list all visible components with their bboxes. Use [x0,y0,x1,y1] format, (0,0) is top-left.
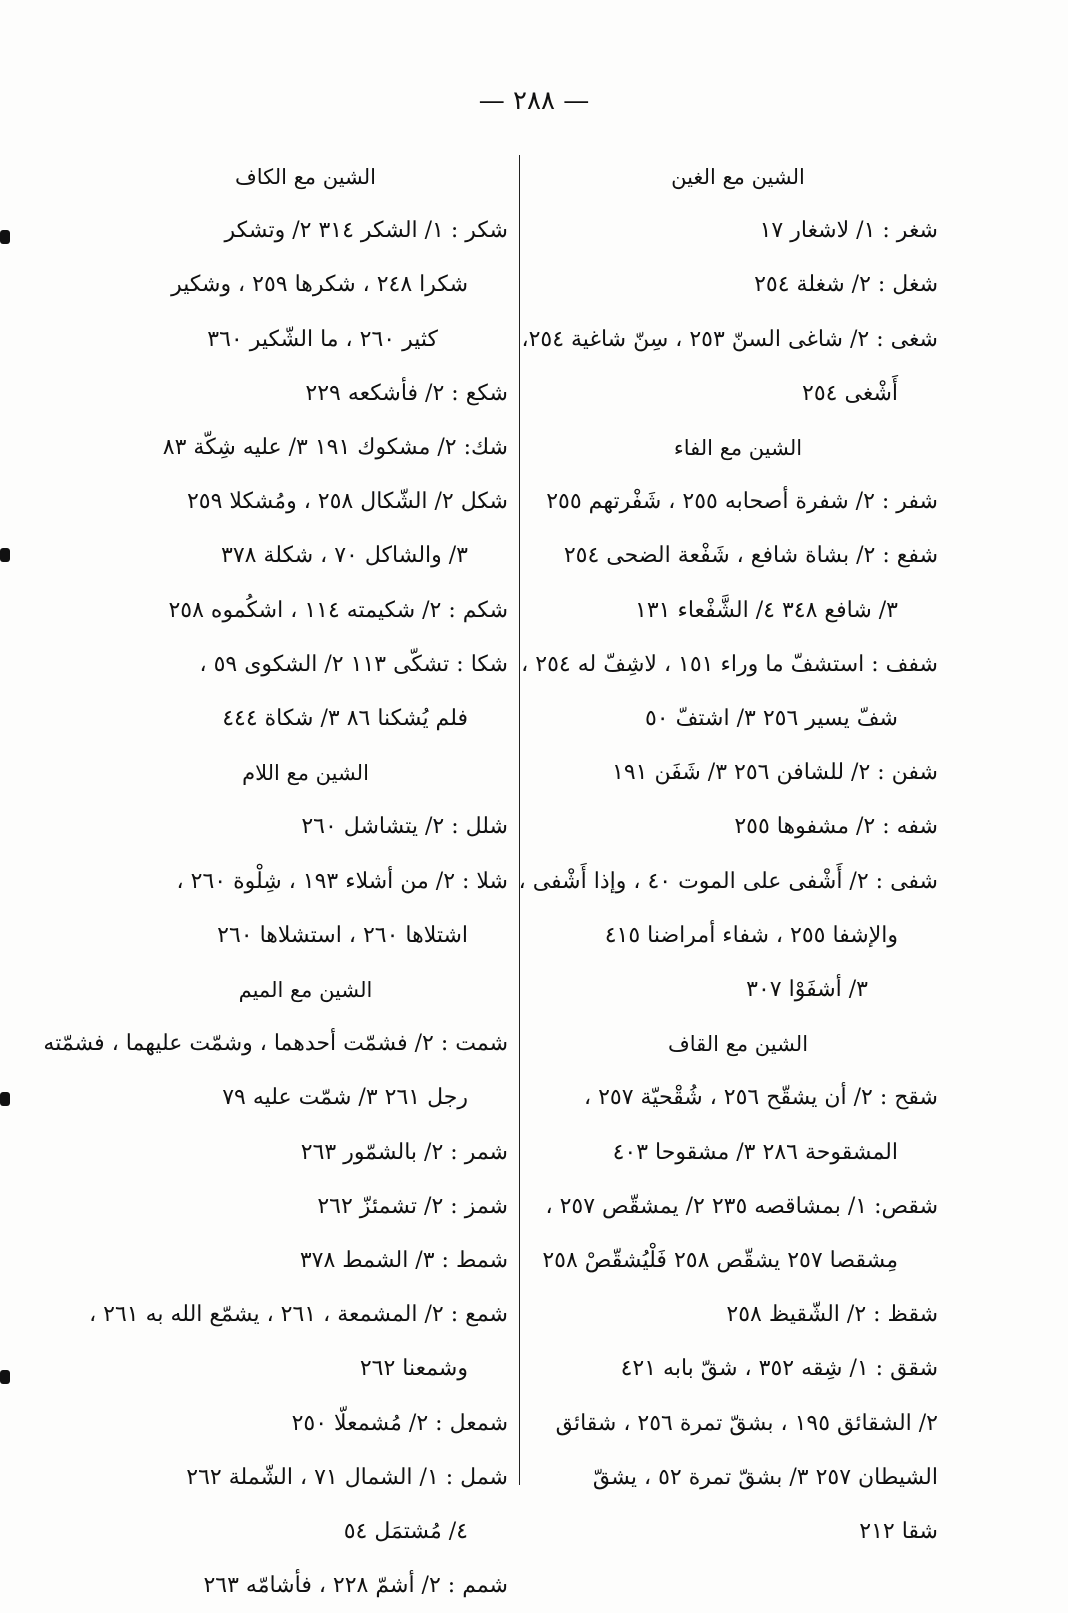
index-entry: ٣/ والشاكل ٧٠ ، شكلة ٣٧٨ [221,543,468,569]
index-entry: شك: ٢/ مشكوك ١٩١ ٣/ عليه شِكّة ٨٣ [162,435,508,461]
index-entry: شمع : ٢/ المشمعة ، ٢٦١ ، يشمّع الله به ٢٦١ ، [89,1302,508,1328]
index-entry: شفن : ٢/ للشافن ٢٥٦ ٣/ شَفَن ١٩١ [612,760,938,786]
index-entry: ٣/ شافع ٣٤٨ ٤/ الشَّفْعاء ١٣١ [635,597,898,623]
index-entry: المشقوحة ٢٨٦ ٣/ مشقوحا ٤٠٣ [612,1139,898,1165]
index-entry: شفّ يسير ٢٥٦ ٣/ اشتفّ ٥٠ [644,706,898,732]
index-entry: شغر : ١/ لاشغار ١٧ [759,218,938,244]
index-entry: ٢/ الشقائق ١٩٥ ، بشقّ تمرة ٢٥٦ ، شقائق [555,1410,938,1436]
margin-mark [0,548,10,562]
index-entry: أَشْغى ٢٥٤ [802,380,898,406]
index-entry: وشمعنا ٢٦٢ [359,1356,468,1382]
index-entry: شكع : ٢/ فأشكعه ٢٢٩ [305,380,508,406]
index-entry: شقق : ١/ شِقه ٣٥٢ ، شقّ بابه ٤٢١ [620,1356,938,1382]
margin-mark [0,1092,10,1106]
index-entry: شلل : ٢/ يتشاشل ٢٦٠ [301,814,508,840]
index-entry: فلم يُشكنا ٨٦ ٣/ شكاة ٤٤٤ [222,706,468,732]
index-entry: شقص: ١/ بمشاقصه ٢٣٥ ٢/ يمشقّص ٢٥٧ ، [545,1193,938,1219]
index-entry: شمعل : ٢/ مُشمعلّا ٢٥٠ [291,1410,508,1436]
index-entry: مِشقصا ٢٥٧ يشقّص ٢٥٨ فَلْيُشقّصْ ٢٥٨ [542,1248,898,1274]
section-title: الشين مع الميم [238,978,373,1003]
index-entry: شكا : تشكّى ١١٣ ٢/ الشكوى ٥٩ ، [199,651,508,677]
index-entry: شمز : ٢/ تشمئزّ ٢٦٢ [317,1193,508,1219]
index-entry: شفه : ٢/ مشفوها ٢٥٥ [734,814,938,840]
section-title: الشين مع اللام [242,761,369,786]
index-entry: شفر : ٢/ شفرة أصحابه ٢٥٥ ، شَفْرتهم ٢٥٥ [546,489,938,515]
index-entry: شكرا ٢٤٨ ، شكرها ٢٥٩ ، وشكير [171,272,468,298]
index-entry: شفف : استشفّ ما وراء ١٥١ ، لاشِفّ له ٢٥٤ ، [521,651,938,677]
margin-mark [0,1370,10,1384]
index-entry: شمم : ٢/ أشمّ ٢٢٨ ، فأشامّه ٢٦٣ [203,1573,508,1599]
index-entry: شكر : ١/ الشكر ٣١٤ ٢/ وتشكر [224,218,508,244]
index-entry: والإشفا ٢٥٥ ، شفاء أمراضنا ٤١٥ [604,922,898,948]
index-entry: شقا ٢١٢ [859,1519,938,1545]
index-entry: الشيطان ٢٥٧ ٣/ بشقّ تمرة ٥٢ ، يشقّ [592,1464,938,1490]
column-divider [519,155,520,1485]
index-entry: شفى : ٢/ أَشْفى على الموت ٤٠ ، وإذا أَشْفى ، [518,868,938,894]
section-title: الشين مع الكاف [234,165,377,189]
index-entry: كثير ٢٦٠ ، ما الشّكير ٣٦٠ [207,326,438,352]
index-entry: اشتلاها ٢٦٠ ، استشلاها ٢٦٠ [217,922,468,948]
index-entry: شغل : ٢/ شغلة ٢٥٤ [754,272,938,298]
index-entry: شكم : ٢/ شكيمته ١١٤ ، اشكُموه ٢٥٨ [168,597,508,623]
index-entry: شلا : ٢/ من أشلاء ١٩٣ ، شِلْوة ٢٦٠ ، [176,868,508,894]
index-entry: شكل ٢/ الشّكال ٢٥٨ ، ومُشكلا ٢٥٩ [186,489,508,515]
index-entry: شفع : ٢/ بشاة شافع ، شَفْعة الضحى ٢٥٤ [563,543,938,569]
index-entry: شمت : ٢/ فشمّت أحدهما ، وشمّت عليهما ، فشمّته [43,1031,508,1057]
index-entry: ٣/ أشفَوْا ٣٠٧ [746,977,868,1003]
right-column [518,150,938,1559]
index-entry: ٤/ مُشتمَل ٥٤ [343,1519,468,1545]
index-entry: شمل : ١/ الشمال ٧١ ، الشّملة ٢٦٢ [186,1464,508,1490]
index-entry: شمط : ٣/ الشمط ٣٧٨ [299,1248,508,1274]
margin-mark [0,230,10,244]
index-entry: رجل ٢٦١ ٣/ شمّت عليه ٧٩ [222,1085,468,1111]
index-entry: شغى : ٢/ شاغى السنّ ٢٥٣ ، سِنّ شاغية ٢٥٤، [521,326,938,352]
section-title: الشين مع الفاء [673,436,803,461]
section-title: الشين مع الغين [671,165,805,189]
page-number: — ٢٨٨ — [478,86,590,116]
section-title: الشين مع القاف [667,1032,809,1057]
left-column [43,150,508,1613]
index-entry: شمر : ٢/ بالشمّور ٢٦٣ [300,1139,508,1165]
index-entry: شقح : ٢/ أن يشقّح ٢٥٦ ، شُقْحيّة ٢٥٧ ، [583,1085,938,1111]
index-entry: شقظ : ٢/ الشّقيظ ٢٥٨ [726,1302,938,1328]
